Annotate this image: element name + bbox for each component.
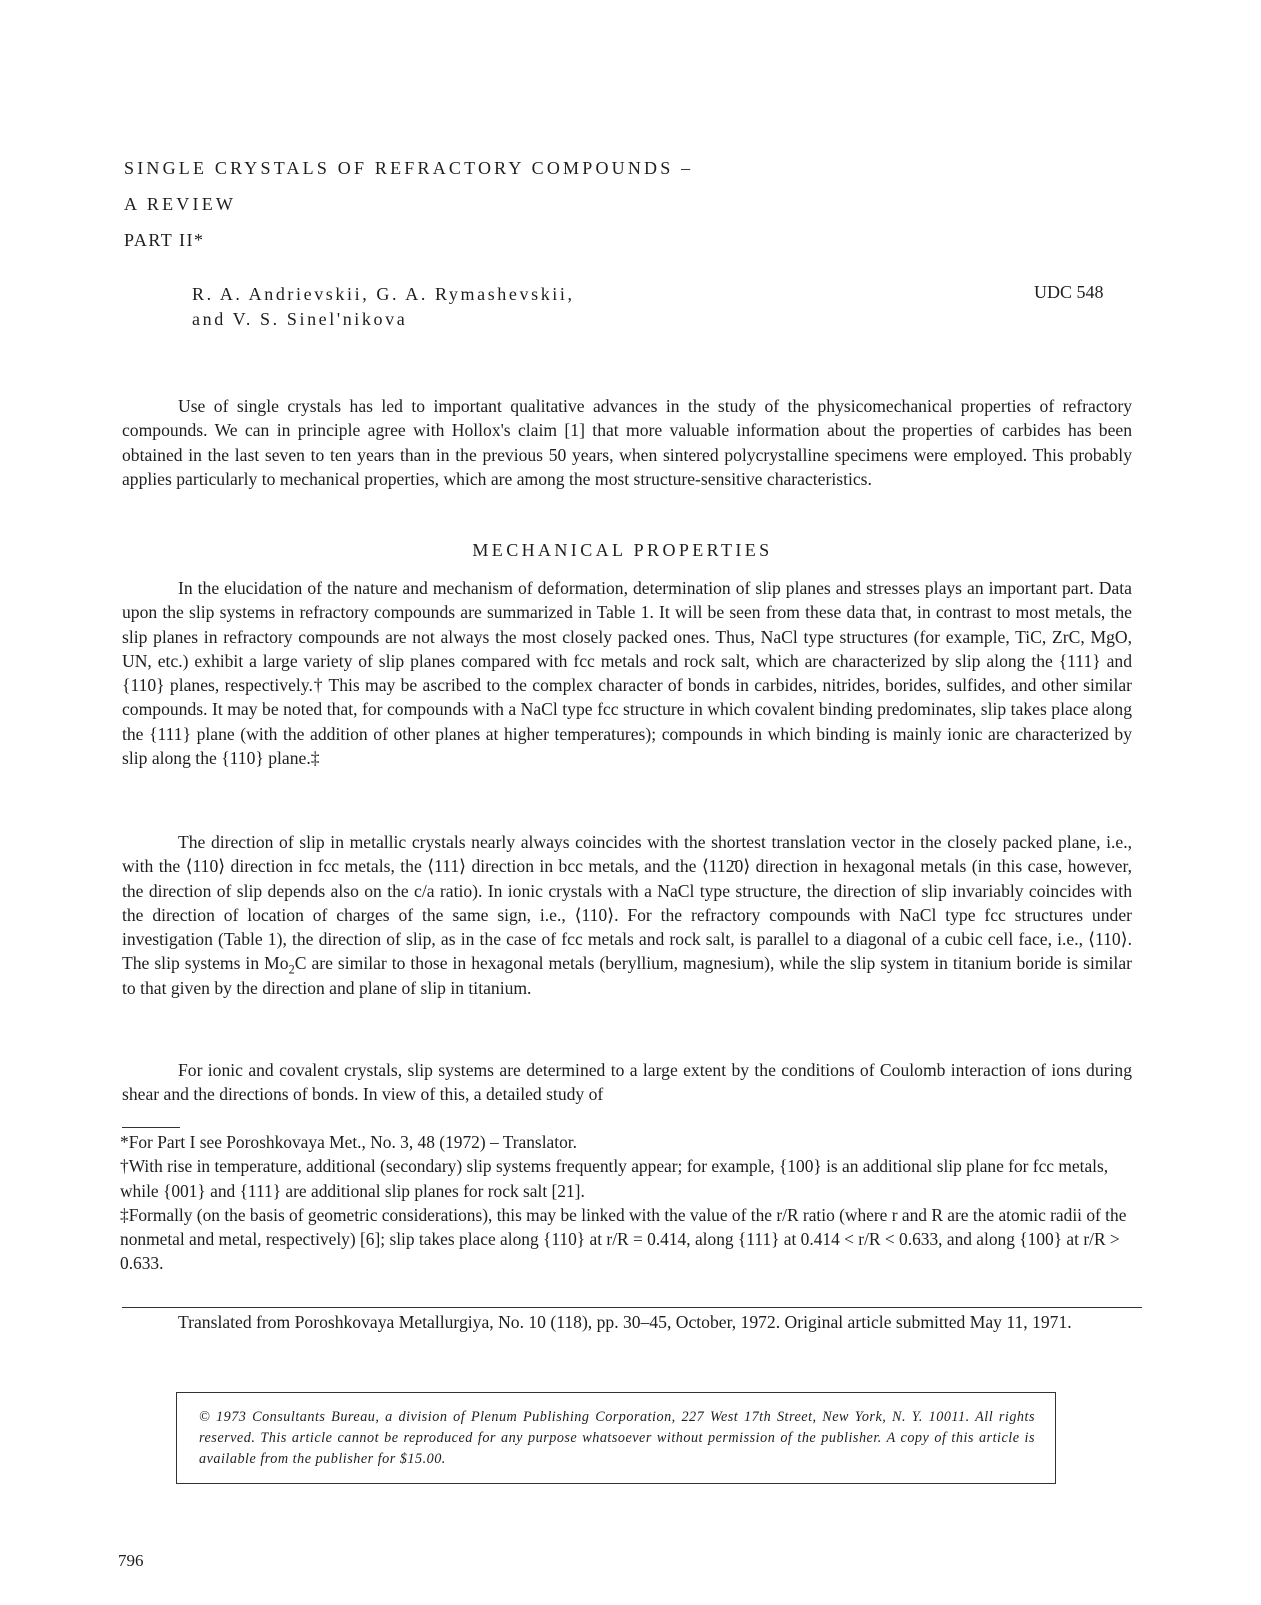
body-paragraph-2-text: The direction of slip in metallic crystals nearly always coincides with the shortest translation vector in the closely packed plane, i.e., with the ⟨110⟩ direction in fcc metals, the ⟨111⟩ direction in bcc metals, and the ⟨112̄0⟩ direction in hexagonal metals (in this case, however, the direction of slip depends also on the c/a ratio). In ionic crystals with a NaCl type structure, the direction of slip invariably coincides with the direction of location of charges of the same sign, i.e., ⟨110⟩. For the refractory compounds with NaCl type fcc structures under investigation (Table 1), the direction of slip, as in the case of fcc metals and rock salt, is parallel to a diagonal of a cubic cell face, i.e., ⟨110⟩. The slip systems in: [122, 832, 1132, 974]
translation-note: Translated from Poroshkovaya Metallurgiya, No. 10 (118), pp. 30–45, October, 1972. Original article submitted May 11, 1971.: [178, 1312, 1072, 1332]
footnote-divider: [122, 1127, 180, 1128]
body-paragraph-3: For ionic and covalent crystals, slip systems are determined to a large extent by the conditions of Coulomb interaction of ions during shear and the directions of bonds. In view of this, a detailed study of: [122, 1060, 1132, 1105]
translation-divider: [122, 1307, 1142, 1308]
udc-code: UDC 548: [1034, 282, 1104, 302]
footnote-dagger: †With rise in temperature, additional (secondary) slip systems frequently appear; for example, {100} is an additional slip plane for fcc metals, while {001} and {111} are additional slip planes for rock salt [21].: [120, 1156, 1109, 1201]
footnote-double-dagger: ‡Formally (on the basis of geometric considerations), this may be linked with the value of the r/R ratio (where r and R are the atomic radii of the nonmetal and metal, respectively) [6]; slip takes place along {110} at r/R = 0.414, along {111} at 0.414 < r/R < 0.633, and along {100} at r/R > 0.633.: [120, 1204, 1127, 1274]
title-line-1: SINGLE CRYSTALS OF REFRACTORY COMPOUNDS –: [124, 158, 694, 178]
body-paragraph-2-end: are similar to those in hexagonal metals (beryllium, magnesium), while the slip system in titanium boride is similar to that given by the direction and plane of slip in titanium.: [122, 953, 1132, 998]
footnote-star: *For Part I see Poroshkovaya Met., No. 3, 48 (1972) – Translator.: [120, 1132, 577, 1152]
title-line-2: A REVIEW: [124, 194, 237, 214]
title-line-3: PART II*: [124, 230, 205, 250]
formula-mo2c: $Mo_2C$: [264, 953, 307, 977]
abstract-paragraph: Use of single crystals has led to important qualitative advances in the study of the physicomechanical properties of refractory compounds. We can in principle agree with Hollox's claim [1] that more valuable information about the properties of carbides has been obtained in the last seven to ten years than in the previous 50 years, when sintered polycrystalline specimens were employed. This probably applies particularly to mechanical properties, which are among the most structure-sensitive characteristics.: [122, 396, 1132, 489]
section-heading: MECHANICAL PROPERTIES: [472, 540, 773, 560]
body-paragraph-2: [122, 830, 1132, 1000]
page-number: 796: [118, 1551, 144, 1570]
copyright-notice: © 1973 Consultants Bureau, a division of Plenum Publishing Corporation, 227 West 17th Street, New York, N. Y. 10011. All rights reserved. This article cannot be reproduced for any purpose whatsoever without permission of the publisher. A copy of this article is available from the publisher for $15.00.: [176, 1392, 1056, 1484]
authors: R. A. Andrievskii, G. A. Rymashevskii, and V. S. Sinel'nikova: [192, 284, 575, 329]
footnotes: [120, 1130, 1150, 1276]
body-paragraph-1: In the elucidation of the nature and mechanism of deformation, determination of slip planes and stresses plays an important part. Data upon the slip systems in refractory compounds are summarized in Table 1. It will be seen from these data that, in contrast to most metals, the slip planes in refractory compounds are not always the most closely packed ones. Thus, NaCl type structures (for example, TiC, ZrC, MgO, UN, etc.) exhibit a large variety of slip planes compared with fcc metals and rock salt, which are characterized by slip along the {111} and {110} planes, respectively.† This may be ascribed to the complex character of bonds in carbides, nitrides, borides, sulfides, and other similar compounds. It may be noted that, for compounds with a NaCl type fcc structure in which covalent binding predominates, slip takes place along the {111} plane (with the addition of other planes at higher temperatures); compounds in which binding is mainly ionic are characterized by slip along the {110} plane.‡: [122, 578, 1132, 769]
